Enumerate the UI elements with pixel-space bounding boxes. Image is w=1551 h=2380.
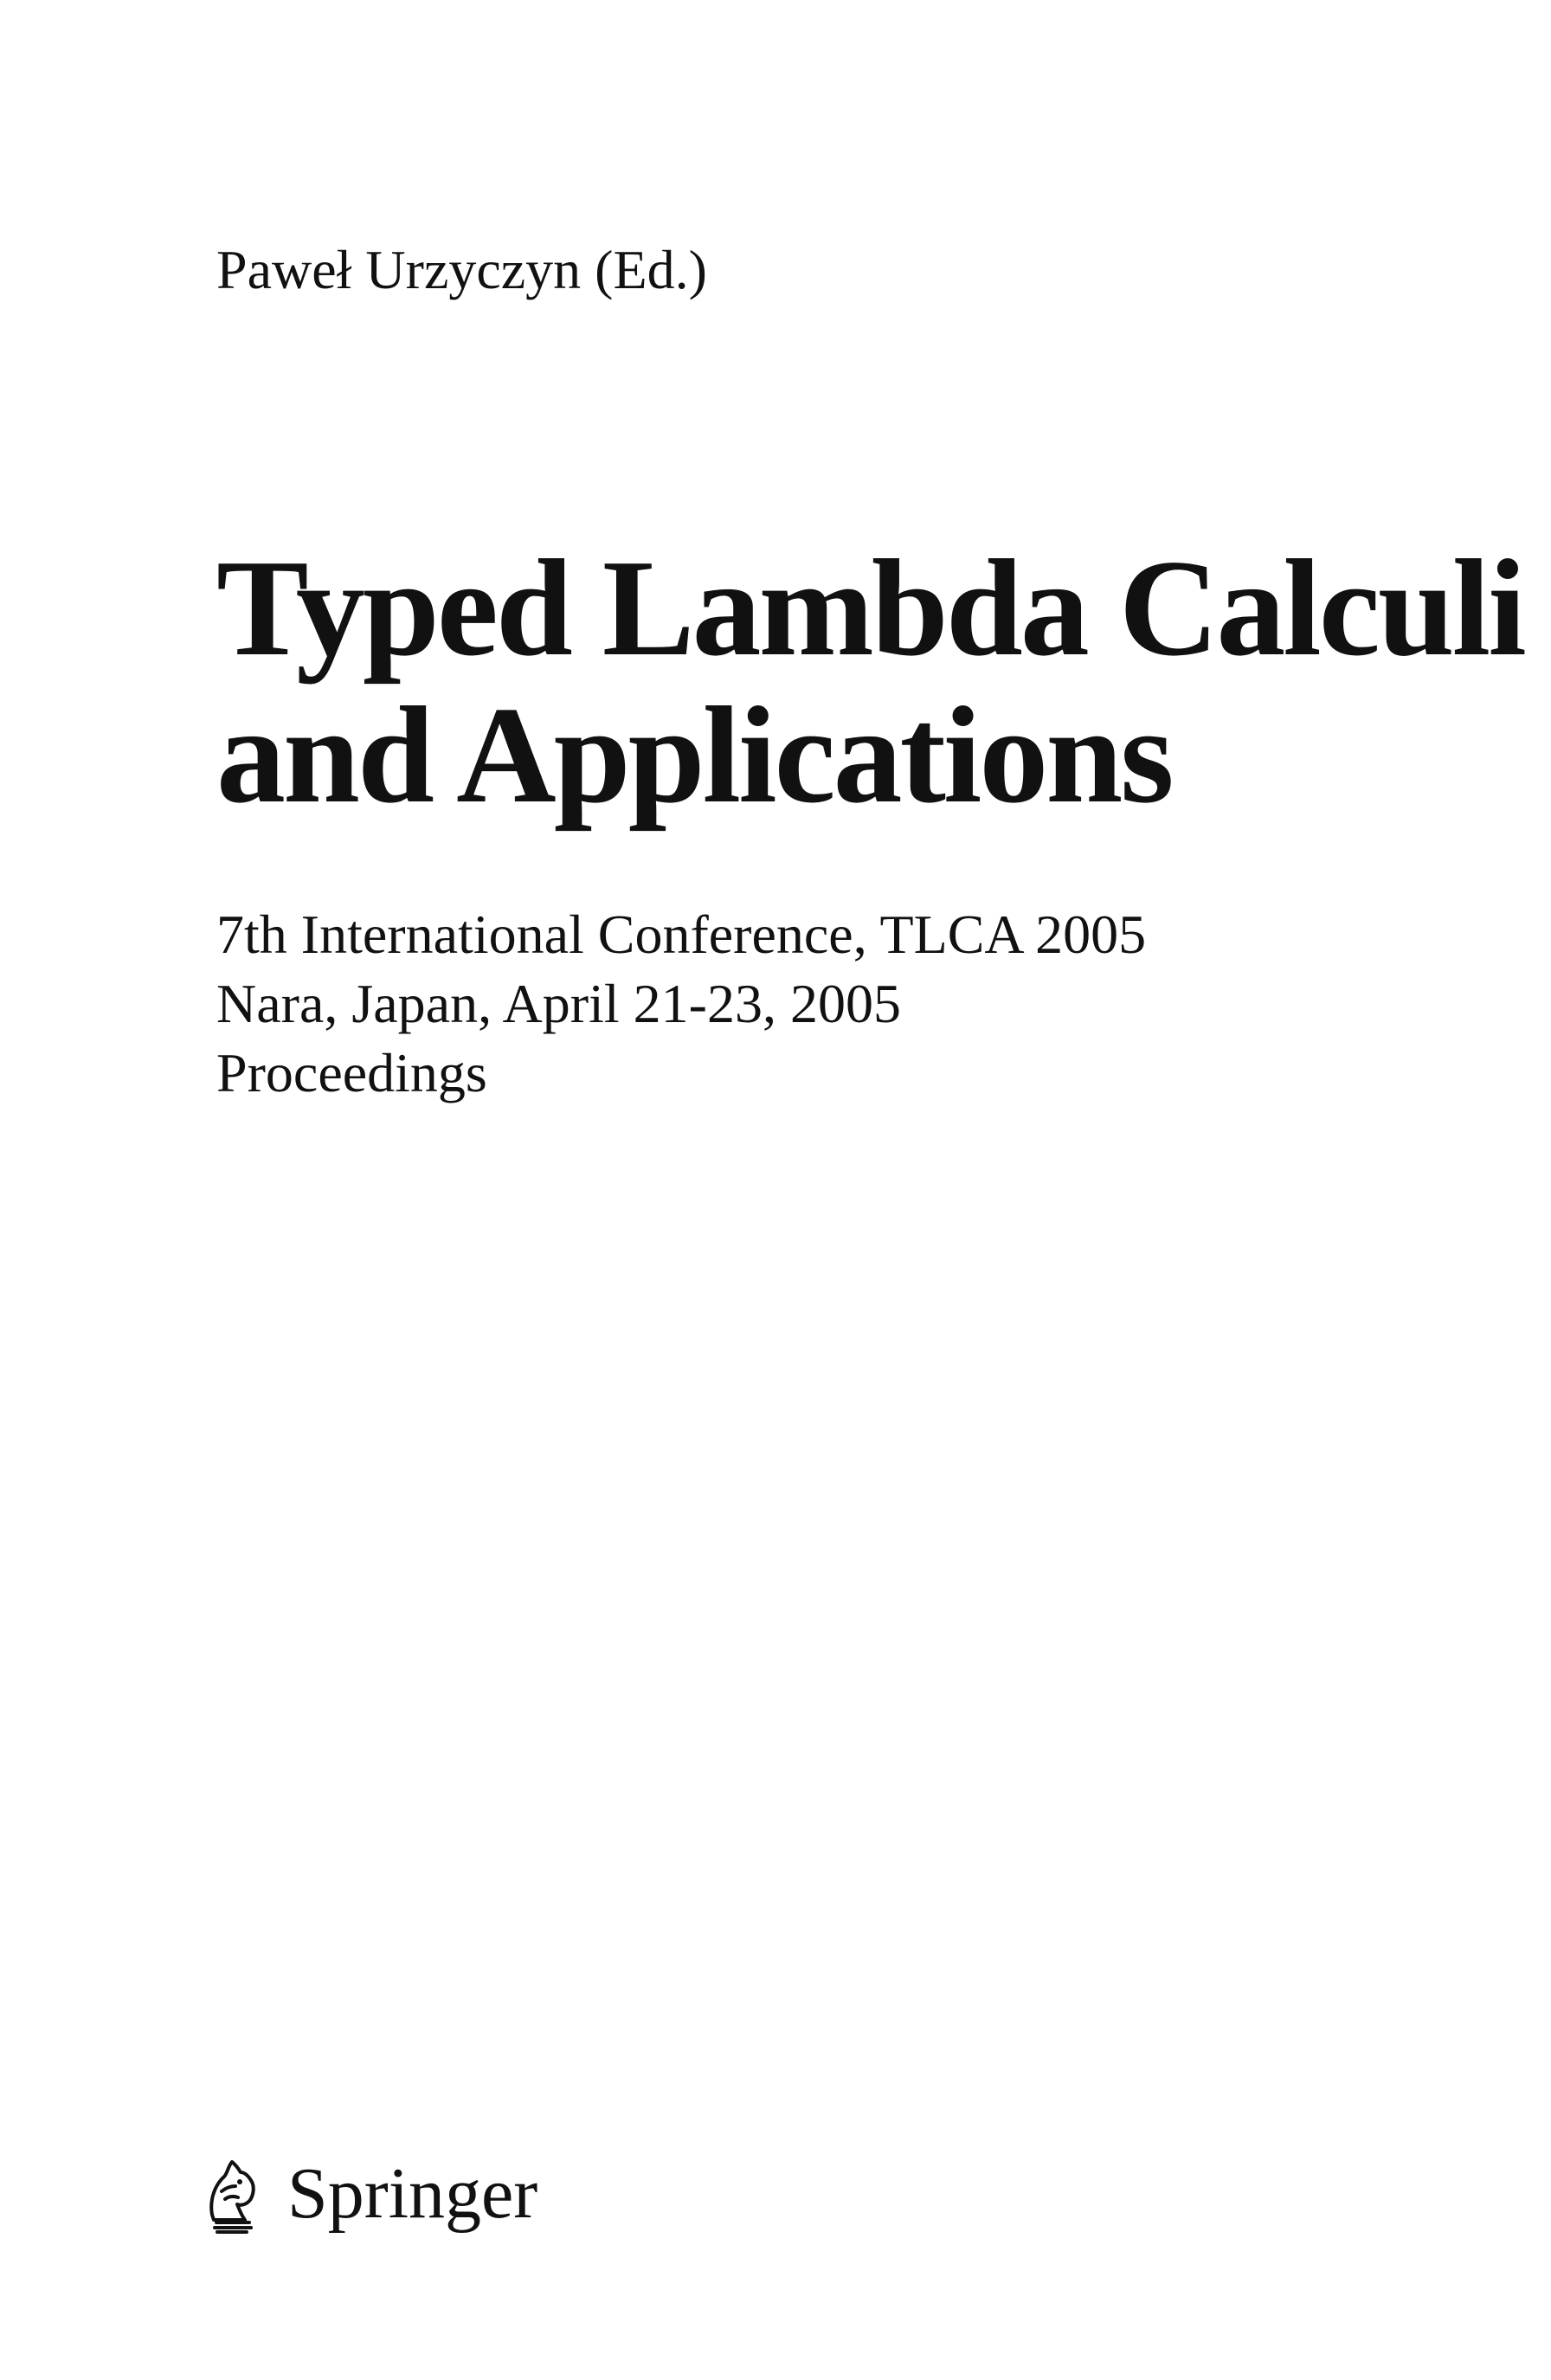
book-title-line-2: and Applications <box>216 678 1172 833</box>
springer-knight-icon <box>201 2152 263 2236</box>
book-title-line-1: Typed Lambda Calculi <box>216 531 1524 685</box>
conference-name: 7th International Conference, TLCA 2005 <box>216 904 1147 965</box>
conference-details <box>216 900 1146 1108</box>
conference-location-date: Nara, Japan, April 21-23, 2005 <box>216 973 901 1034</box>
book-title <box>216 531 1524 833</box>
publisher-imprint <box>201 2146 537 2242</box>
editor-name: Paweł Urzyczyn (Ed.) <box>216 239 707 300</box>
publisher-name: Springer <box>287 2153 538 2234</box>
conference-proceedings-label: Proceedings <box>216 1042 487 1103</box>
